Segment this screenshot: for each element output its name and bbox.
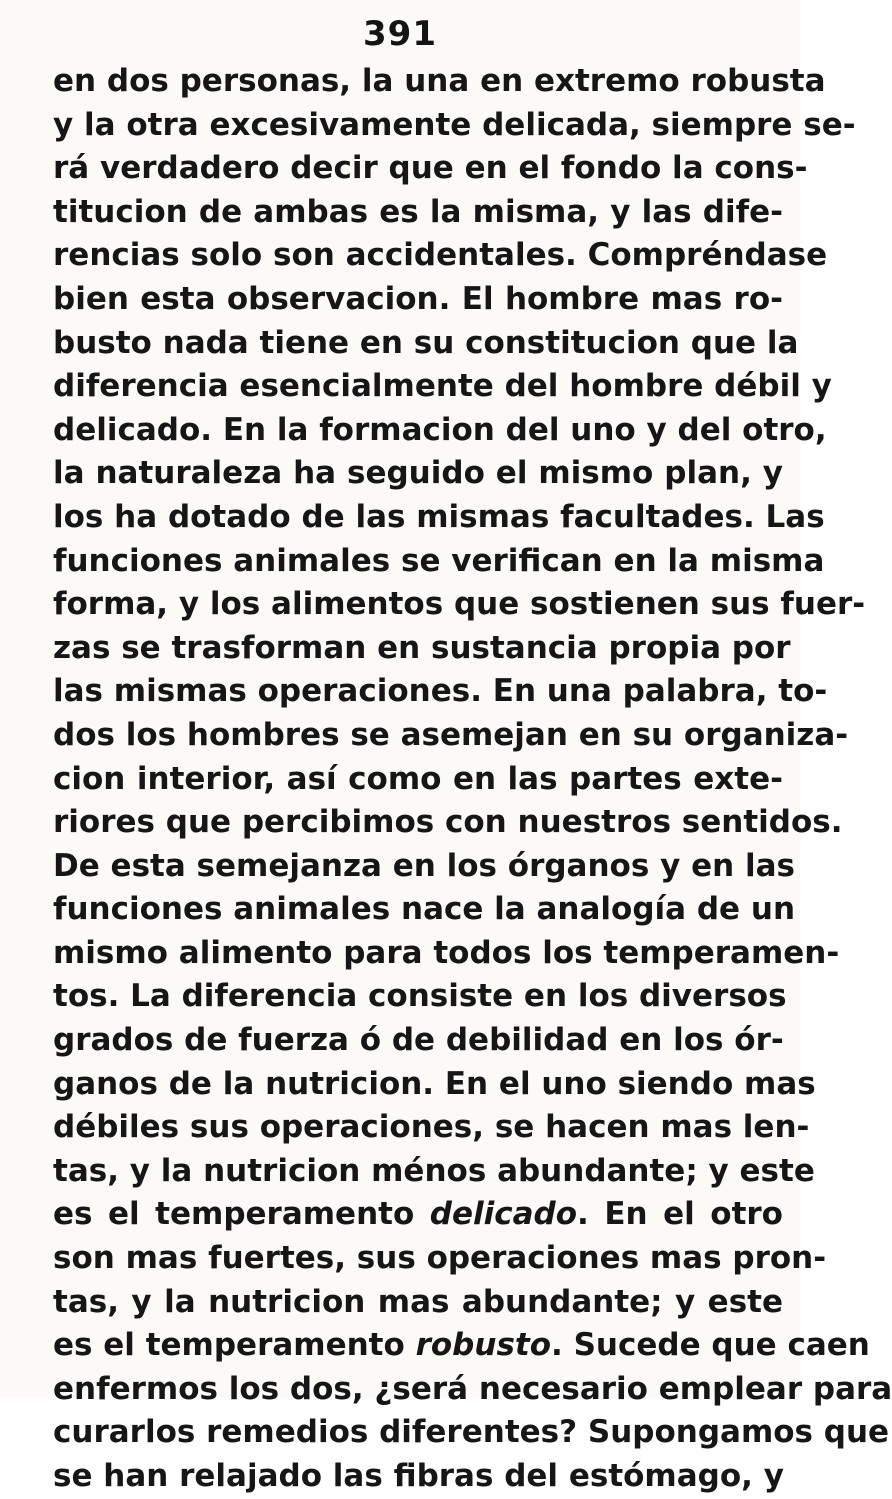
text-line — [53, 1324, 870, 1368]
text-line — [53, 627, 791, 671]
text-line — [53, 322, 799, 366]
text-line — [53, 714, 849, 758]
text-line — [53, 1455, 783, 1499]
text-segment: son mas fuertes, sus operaciones mas pron- — [53, 1240, 827, 1277]
text-segment: enfermos los dos, ¿será necesario emplear para — [53, 1370, 892, 1407]
text-line — [53, 104, 856, 148]
text-segment: las mismas operaciones. En una palabra, to- — [53, 673, 828, 710]
text-segment: es el temperamento — [53, 1196, 430, 1233]
text-line — [53, 60, 826, 104]
text-segment: se han relajado las fibras del estómago, y — [53, 1458, 784, 1494]
text-line — [53, 1411, 890, 1455]
text-line — [53, 1193, 783, 1237]
text-line — [53, 496, 825, 540]
text-line — [53, 147, 808, 191]
text-segment: funciones animales nace la analogía de un — [53, 891, 796, 928]
italic-term: delicado — [429, 1196, 578, 1233]
text-line — [53, 234, 828, 278]
text-line — [53, 191, 783, 235]
text-segment: titucion de ambas es la misma, y las dife- — [53, 193, 783, 230]
text-line — [53, 583, 866, 627]
text-segment: dos los hombres se asemejan en su organiza- — [53, 716, 849, 753]
text-segment: y la otra excesivamente delicada, siempre se- — [53, 106, 856, 143]
text-segment: busto nada tiene en su constitucion que la — [53, 324, 799, 361]
text-segment: tas, y la nutricion ménos abundante; y este — [53, 1152, 815, 1189]
text-line — [53, 845, 795, 889]
text-line — [53, 278, 783, 322]
text-line — [53, 975, 787, 1019]
text-segment: curarlos remedios diferentes? Supongamos que — [53, 1414, 890, 1451]
text-line — [53, 365, 832, 409]
text-line — [53, 1237, 827, 1281]
text-segment: grados de fuerza ó de debilidad en los ór- — [53, 1022, 784, 1059]
text-line — [53, 1019, 783, 1063]
text-line — [53, 801, 843, 845]
text-segment: riores que percibimos con nuestros sentidos. — [53, 804, 843, 841]
text-line — [53, 1281, 783, 1325]
text-line — [53, 1106, 810, 1150]
text-segment: tos. La diferencia consiste en los diversos — [53, 978, 787, 1015]
text-segment: débiles sus operaciones, se hacen mas len- — [53, 1109, 810, 1146]
text-segment: zas se trasforman en sustancia propia por — [53, 629, 791, 666]
text-line — [53, 758, 783, 802]
text-segment: tas, y la nutricion mas abundante; y este — [53, 1283, 783, 1320]
text-segment: rá verdadero decir que en el fondo la cons- — [53, 150, 808, 187]
text-line — [53, 1368, 892, 1412]
text-line — [53, 888, 796, 932]
text-line — [53, 932, 840, 976]
text-segment: De esta semejanza en los órganos y en las — [53, 847, 795, 884]
text-segment: rencias solo son accidentales. Compréndase — [53, 237, 828, 274]
text-segment: forma, y los alimentos que sostienen sus fuer- — [53, 586, 866, 623]
text-segment: ganos de la nutricion. En el uno siendo mas — [53, 1065, 816, 1102]
text-segment: mismo alimento para todos los temperamen- — [53, 934, 840, 971]
text-segment: los ha dotado de las mismas facultades. Las — [53, 498, 825, 535]
page-number: 391 — [363, 14, 437, 54]
text-segment: . Sucede que caen — [551, 1327, 870, 1364]
text-segment: diferencia esencialmente del hombre débil y — [53, 368, 832, 405]
text-line — [53, 452, 783, 496]
text-segment: . En el otro — [577, 1196, 783, 1233]
text-segment: es el temperamento — [53, 1327, 416, 1364]
text-segment: cion interior, así como en las partes exte- — [53, 760, 783, 797]
text-line — [53, 670, 828, 714]
italic-term: robusto — [415, 1327, 552, 1364]
text-segment: en dos personas, la una en extremo robusta — [53, 63, 826, 99]
text-segment: la naturaleza ha seguido el mismo plan, y — [53, 455, 783, 492]
text-line — [53, 1150, 815, 1194]
body-text — [53, 60, 892, 1499]
text-line — [53, 1063, 816, 1107]
text-line — [53, 409, 827, 453]
text-segment: delicado. En la formacion del uno y del otro, — [53, 411, 827, 448]
text-line — [53, 540, 825, 584]
text-segment: bien esta observacion. El hombre mas ro- — [53, 280, 783, 317]
text-segment: funciones animales se verifican en la misma — [53, 542, 825, 579]
